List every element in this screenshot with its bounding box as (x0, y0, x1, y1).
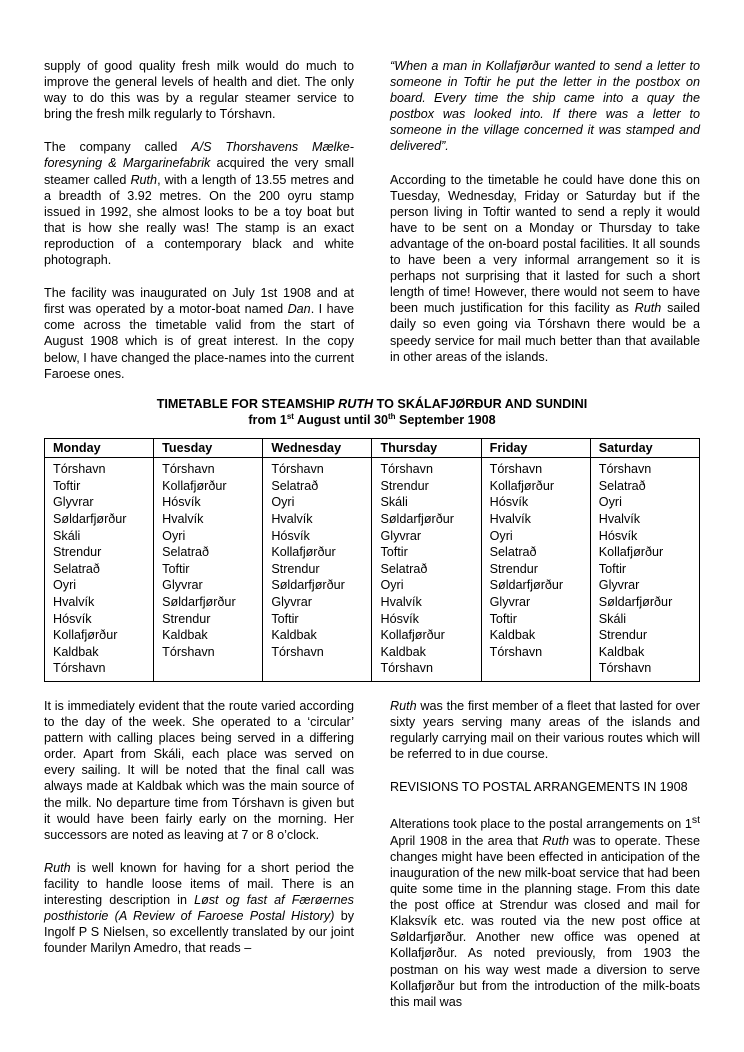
table-header-row (45, 438, 700, 458)
italic-ship-name: Ruth (130, 172, 158, 187)
timetable-stop: Hvalvík (271, 512, 313, 527)
text-run: was to operate. These changes might have been effected in anticipation of the inauguration of the new milk-boat service that had been quite some time in the planning stage. From this date the post office at Strendur was closed and mail for Klaksvík etc. was routed via the new post office at Søldarfjørður. Another new office was opened at Kollafjørður. As noted previously, from 1903 the postman on his way west made a diversion to serve Kollafjørður but from the introduction of the milk-boats this mail was (390, 833, 700, 1009)
timetable-cell-thursday (372, 458, 481, 682)
italic-book-title: Løst og fast af Færøernes posthistorie (A Review of Faroese Postal History) (44, 893, 354, 924)
timetable-stop: Hvalvík (380, 595, 422, 610)
text-run: TIMETABLE FOR STEAMSHIP (156, 396, 339, 411)
top-right-column (390, 58, 700, 382)
timetable-stop: Kaldbak (162, 628, 208, 643)
timetable-stop: Hósvík (489, 495, 529, 510)
timetable-stop: Søldarfjørður (380, 512, 454, 527)
timetable-stop: Glyvrar (53, 495, 94, 510)
timetable-stop: Selatrað (489, 545, 537, 560)
timetable-stop: Tórshavn (489, 462, 543, 477)
timetable-stop: Skáli (380, 495, 408, 510)
top-two-column-section (44, 58, 700, 382)
blockquote-postbox-description: “When a man in Kollafjørður wanted to send a letter to someone in Toftir he put the letter in the postbox on board. Every time the ship came into a quay the postbox was looked into. If there was a letter to someone in the village concerned it was stamped and delivered”. (390, 59, 700, 154)
italic-ship-name: Ruth (634, 301, 662, 316)
column-header-friday: Friday (481, 438, 590, 458)
text-run: was the first member of a fleet that lasted for over sixty years serving many areas of the islands and regularly carrying mail on their various routes which will be referred to in due course. (390, 699, 700, 762)
timetable-stop: Toftir (598, 561, 627, 576)
text-run: , with a length of 13.55 metres and a breadth of 3.92 metres. On the 200 oyru stamp issued in 1992, she almost looks to be a toy boat but that is how she really was! The stamp is an exact reproduction of a contemporary black and white photograph. (44, 172, 354, 268)
timetable-stop: Skáli (598, 611, 627, 626)
timetable-stop: Kollafjørður (380, 628, 445, 643)
text-run: Alterations took place to the postal arrangements on 1 (390, 817, 692, 832)
timetable-stop: Toftir (271, 611, 299, 626)
text-run: August until 30 (293, 412, 388, 427)
bottom-two-column-section (44, 698, 700, 1010)
timetable-stop: Søldarfjørður (271, 578, 345, 593)
timetable-stop: Toftir (489, 611, 517, 626)
timetable-stop: Hvalvík (489, 512, 531, 527)
paragraph-ruth-first-member (390, 698, 700, 762)
timetable-cell-saturday (590, 458, 699, 682)
paragraph-facility-inaugurated (44, 285, 354, 382)
timetable-title-line2 (44, 412, 700, 428)
timetable-stop: Kaldbak (53, 644, 99, 659)
timetable-stop: Toftir (162, 561, 190, 576)
top-left-column (44, 58, 354, 382)
timetable-cell-tuesday (154, 458, 263, 682)
timetable-stop: Tórshavn (271, 644, 324, 659)
text-run: from 1 (248, 412, 287, 427)
timetable-stop: Selatrað (271, 478, 319, 493)
timetable-stop: Selatrað (380, 561, 428, 576)
timetable-stop: Hvalvík (53, 595, 95, 610)
italic-ship-name: Ruth (542, 833, 569, 848)
text-run: September 1908 (395, 412, 496, 427)
timetable-stop: Strendur (489, 561, 538, 576)
timetable-table (44, 438, 700, 682)
timetable-stop: Kaldbak (380, 644, 426, 659)
bottom-left-column (44, 698, 354, 1010)
timetable-stop: Søldarfjørður (162, 595, 236, 610)
timetable-stop: Glyvrar (598, 578, 640, 593)
timetable-stop: Toftir (380, 545, 408, 560)
text-run: . I have come across the timetable valid from the start of August 1908 which is of great interest. In the copy below, I have changed the place-names into the current Faroese ones. (44, 302, 354, 381)
timetable-stop: Tórshavn (380, 661, 433, 676)
document-page (44, 58, 700, 1010)
text-run: According to the timetable he could have done this on Tuesday, Wednesday, Friday or Saturday but if the person living in Toftir wanted to send a reply it would have to be sent on a Monday or Thursday to take advantage of the on-board postal facilities. It all sounds to have been a very informal arrangement so it is perhaps not surprising that it lasted for such a short length of time! However, there would not seem to have been much justification for this facility as (390, 172, 700, 316)
text-run: is well known for having for a short period the facility to handle loose items of mail. There is an interesting description in (44, 860, 354, 908)
timetable-title (44, 396, 700, 428)
timetable-stop: Tórshavn (162, 462, 215, 477)
column-header-thursday: Thursday (372, 438, 481, 458)
timetable-stop: Tórshavn (162, 644, 215, 659)
timetable-stop: Kollafjørður (271, 545, 336, 560)
timetable-stop: Oyri (53, 578, 77, 593)
timetable-title-line1 (44, 396, 700, 412)
timetable-stop: Hósvík (598, 528, 638, 543)
timetable-stop: Tórshavn (53, 661, 106, 676)
text-run: acquired the very small steamer called (44, 156, 354, 187)
timetable-stop: Tórshavn (598, 462, 652, 477)
timetable-stop: Søldarfjørður (598, 595, 673, 610)
timetable-stop: Strendur (598, 628, 648, 643)
italic-company-name: A/S Thorshavens Mælke-foresyning & Margarinefabrik (44, 140, 354, 171)
timetable-stop: Oyri (380, 578, 404, 593)
timetable-stop: Kollafjørður (162, 478, 227, 493)
timetable-stop: Hósvík (271, 528, 310, 543)
timetable-stop: Glyvrar (489, 595, 531, 610)
paragraph-according-to-timetable (390, 172, 700, 365)
paragraph-loose-mail-description (44, 860, 354, 957)
column-header-monday: Monday (45, 438, 154, 458)
superscript-st: st (286, 411, 294, 421)
text-run: April 1908 in the area that (390, 833, 543, 848)
timetable-stop: Tórshavn (598, 661, 652, 676)
text-run: sailed daily so even going via Tórshavn there would be a speedy service for mail much better than that available in other areas of the islands. (390, 301, 700, 364)
timetable-stop: Tórshavn (271, 462, 324, 477)
timetable-cell-monday (45, 458, 154, 682)
column-header-tuesday: Tuesday (154, 438, 263, 458)
column-header-wednesday: Wednesday (263, 438, 372, 458)
bottom-right-column (390, 698, 700, 1010)
italic-boat-name-dan: Dan (287, 302, 311, 317)
timetable-stop: Søldarfjørður (53, 512, 127, 527)
timetable-stop: Selatrað (162, 545, 210, 560)
paragraph-milk-supply: supply of good quality fresh milk would do much to improve the general levels of health and diet. The only way to do this was by a regular steamer service to bring the fresh milk regularly to Tórshavn. (44, 59, 354, 122)
timetable-stop: Glyvrar (162, 578, 203, 593)
paragraph-alterations-postal (390, 812, 700, 1009)
timetable-stop: Hvalvík (598, 512, 641, 527)
timetable-stop: Hósvík (162, 495, 201, 510)
text-run: by Ingolf P S Nielsen, so excellently translated by our joint founder Marilyn Amedro, that reads – (44, 909, 354, 956)
timetable-stop: Kollafjørður (489, 478, 555, 493)
superscript-th: th (387, 411, 396, 421)
timetable-stop: Strendur (380, 478, 429, 493)
timetable-stop: Glyvrar (380, 528, 422, 543)
timetable-stop: Kaldbak (489, 628, 536, 643)
timetable-stop: Toftir (53, 478, 81, 493)
timetable-section (44, 396, 700, 682)
timetable-stop: Kollafjørður (598, 545, 664, 560)
timetable-stop: Selatrað (598, 478, 646, 493)
timetable-stop: Tórshavn (380, 462, 433, 477)
timetable-stop: Søldarfjørður (489, 578, 564, 593)
text-run: The facility was inaugurated on July 1st 1908 and at first was operated by a motor-boat named (44, 286, 354, 317)
timetable-stop: Oyri (598, 495, 622, 510)
timetable-stop: Hósvík (380, 611, 419, 626)
timetable-stop: Oyri (162, 528, 186, 543)
timetable-stop: Hósvík (53, 611, 92, 626)
text-run: TO SKÁLAFJØRÐUR AND SUNDINI (373, 396, 588, 411)
timetable-stop: Glyvrar (271, 595, 312, 610)
timetable-stop: Hvalvík (162, 512, 204, 527)
timetable-stop: Strendur (53, 545, 102, 560)
timetable-stop: Tórshavn (489, 644, 543, 659)
italic-ship-name: Ruth (44, 860, 71, 875)
superscript-st: st (691, 814, 700, 827)
timetable-stop: Skáli (53, 528, 81, 543)
section-heading-revisions: REVISIONS TO POSTAL ARRANGEMENTS IN 1908 (390, 780, 688, 795)
timetable-stop: Kollafjørður (53, 628, 118, 643)
text-run: The company called (44, 140, 192, 155)
timetable-stop: Kaldbak (598, 644, 645, 659)
italic-ship-name: RUTH (338, 396, 374, 411)
timetable-stop: Oyri (489, 528, 513, 543)
timetable-stop: Tórshavn (53, 462, 106, 477)
italic-ship-name: Ruth (390, 699, 417, 713)
timetable-stop: Strendur (271, 561, 320, 576)
timetable-stop: Selatrað (53, 561, 100, 576)
timetable-stop: Strendur (162, 611, 211, 626)
timetable-stop: Oyri (271, 495, 295, 510)
timetable-cell-friday (481, 458, 590, 682)
paragraph-company-ruth (44, 139, 354, 268)
column-header-saturday: Saturday (590, 438, 699, 458)
paragraph-route-varied: It is immediately evident that the route varied according to the day of the week. She operated to a ‘circular’ pattern with calling places being served in a differing order. Apart from Skáli, each place was served on every sailing. It will be noted that the final call was always made at Kaldbak which was the main source of the milk. No departure time from Tórshavn is given but it would have been fairly early on the morning. Her successors are noted as leaving at 7 or 8 o’clock. (44, 699, 354, 842)
timetable-cell-wednesday (263, 458, 372, 682)
table-row (45, 458, 700, 682)
timetable-stop: Kaldbak (271, 628, 317, 643)
